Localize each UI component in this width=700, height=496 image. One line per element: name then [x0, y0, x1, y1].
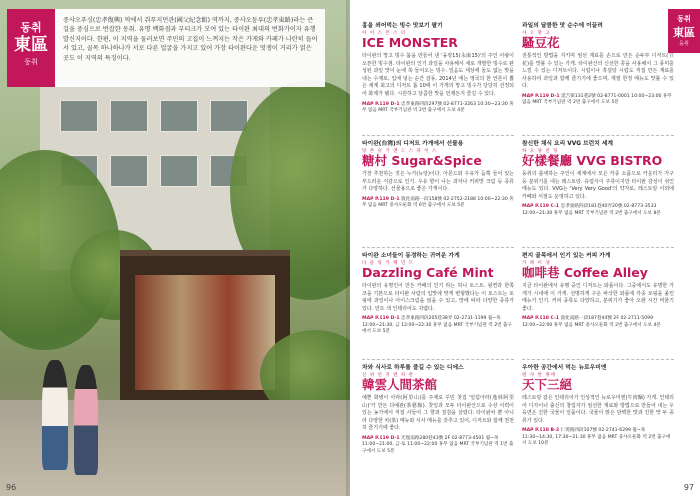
district-hanja: 東區	[14, 35, 48, 55]
tab-hanja: 東區	[673, 26, 695, 39]
entry-ruby: 아 이 스 몬 스 터	[362, 31, 407, 36]
entry-ruby: 샤 오 망 고	[522, 31, 551, 36]
map-ref: MAP P.118 B-2	[522, 428, 560, 434]
tab-korean: 동취	[677, 15, 691, 23]
entry-info	[522, 94, 674, 110]
shop-entry	[362, 360, 514, 480]
district-badge	[7, 9, 55, 87]
entry-body: 동취의 출세하는 주인이 세계에서 모은 각종 소품으로 카운터가 가구 등 분위기를 내는 레스토랑. 유럽식이 주류이지만 타이완 감성이 섞인 메뉴도 있다. VVG는 'Very Very Good'의 약자로, 레스토랑 이외에 카페와 서점도 운영하고 있다.	[522, 171, 674, 200]
entry-body: 전통적인 방법을 지키며 엄선 재료를 손으로 만든 순두부 디저트(豆花)를 맛볼 수 있는 가게. 타이완산의 신선한 콩을 사용해서 그 풍미를 느낄 수 있는 디저트이다. 시럽이나 흑설탕 시럽도 직접 만든 재료를 사용하여 과일과 함께 즐기기에 좋으며, 계절 한정 메뉴도 맛볼 수 있다.	[522, 53, 674, 90]
entry-info	[362, 436, 514, 458]
right-page	[350, 0, 700, 496]
entry-title: Dazzling Café Mint	[362, 266, 494, 280]
entry-info	[522, 204, 674, 220]
entry-body: 지금 타이완에서 유행 중인 디저트는 와플이다. 그중에서도 유명한 가게가 시내에 이 가게. 선명하게 구운 바삭한 와플에 각종 토핑을 올린 메뉴가 인기. 커피 종류도 다양하고, 분위기가 좋아 오랜 시간 머물기 좋다.	[522, 283, 674, 312]
entry-category: 과일의 달콤한 맛 순수에 이끌려	[522, 23, 603, 29]
map-ref: MAP P.118 C-1	[522, 316, 560, 322]
shop-details: 光復南路280巷43號 2F 02-8773-4501 월~목 11:00~21:00, 금·토 11:00~22:00 휴무 없음 MRT 국부기념관 역 1번 출구에서 도보 5분	[362, 435, 514, 454]
intro-text: 중샤오푸싱(忠孝復興) 역에서 쥐푸지먼관(國父紀念館) 역까지, 중샤오둥루(忠孝東路)라는 큰길을 중심으로 번잡한 동취. 유명 백화점과 부티크가 모여 있는 타이완 최대의 번화가이자 유행 발신지이다. 한편, 이 지역을 둘러보면 주민의 고집이 느껴지는 작은 가게와 카페가 나란히 들어서 있고, 골목 하나하나가 서로 다른 얼굴을 가지고 있어 가장 타이완다운 멋쟁이 거리가 얽은 곳도 이 지역의 특징이다.	[63, 17, 318, 62]
district-korean: 동취	[20, 21, 42, 34]
map-ref: MAP P.119 D-1	[362, 435, 400, 441]
shop-details: 敦化南路一段187巷44號 2F 02-2711-5099 12:00~22:00 휴무 없음 MRT 중샤오둔화 역 2번 출구에서 도보 4분	[522, 316, 661, 328]
district-sub: 둥취	[24, 58, 38, 66]
entry-title: 韓雲人間茶館	[362, 378, 438, 392]
entry-title: ICE MONSTER	[362, 36, 458, 50]
window	[160, 100, 198, 132]
entry-title: 咖啡巷 Coffee Alley	[522, 266, 648, 280]
pedestrian	[42, 360, 68, 470]
page-number-left: 96	[6, 483, 17, 492]
shop-details: 延吉街131巷2號 02-8771-0001 10:00~23:00 휴무 없음 MRT 국부기념관 역 2번 출구에서 도보 5분	[522, 93, 672, 106]
entry-info	[362, 102, 514, 118]
shop-entry	[362, 136, 514, 248]
entry-category: 편지 골목에서 인기 있는 커피 가게	[522, 253, 611, 259]
entry-title: 好樣餐廳 VVG BISTRO	[522, 154, 663, 168]
entry-category: 흉을 씌어먹는 빙수 맛보기 팔기	[362, 23, 443, 29]
shop-entry	[522, 360, 674, 480]
shop-interior	[135, 275, 275, 390]
entry-category: 타이완(台湾)의 디저트 가게에서 선물용	[362, 141, 464, 147]
entry-body: 가장 추천하는 것은 누가(뉴탕)이다. 아몬드와 우유가 듬뿍 들어 있는 부드러운 식감으로 인기. 우유 향이 나는 과자나 커피맛 크림 등 종류가 다양하다. 선물용으로 좋은 가게이다.	[362, 171, 514, 193]
window	[210, 100, 248, 132]
shop-entry	[522, 136, 674, 248]
entry-info	[362, 197, 514, 213]
map-ref: MAP P.119 D-1	[362, 101, 400, 107]
tab-sub: 둥취	[679, 41, 689, 47]
map-ref: MAP P.119 D-1	[522, 93, 560, 99]
column-left	[362, 18, 514, 480]
page-number-right: 97	[683, 483, 694, 492]
shop-entry	[362, 18, 514, 136]
entry-body: 레스토랑 같은 인테리어가 인상적인 뉴로우미엔(牛肉麵) 가게. 인테리어 디자이너 출신의 창업자가 엄선한 재료와 방법으로 만들어 내는 우육면은 진한 국물이 일품이다. 국물이 맑은 담백한 맛과 진한 맛 두 종류가 있다.	[522, 395, 674, 424]
shop-entry	[362, 248, 514, 360]
entry-category: 우아한 공간에서 먹는 뉴로우미엔	[522, 365, 607, 371]
window	[160, 155, 198, 187]
entry-title: 糖村 Sugar&Spice	[362, 154, 482, 168]
shop-details: 忠孝東路四段205巷38弄 02-2731-1199 월~목 12:00~21:30, 금 12:00~22:30 휴무 없음 MRT 국부기념관 역 2번 출구에서 도보 5분	[362, 316, 512, 335]
pedestrian	[74, 365, 98, 475]
entry-ruby: 텐 샤 싼 쥐에	[522, 373, 557, 378]
column-right	[522, 18, 674, 480]
map-ref: MAP P.119 C-1	[522, 204, 560, 210]
entry-ruby: 카 페 이 샹	[522, 261, 551, 266]
entry-ruby: 하 오 양 찬 팅	[522, 149, 559, 154]
shop-details: 仁愛路四段107號 02-2741-6299 월~목 11:30~14:30, 17:30~21:30 휴무 없음 MRT 중샤오둔화 역 2번 출구에서 도보 10분	[522, 428, 671, 447]
map-ref: MAP P.119 D-1	[362, 316, 400, 322]
entry-ruby: 다 즐 링 카 페 민 트	[362, 261, 415, 266]
shop-details: 忠孝東路四段297號 02-8771-3263 10:30~23:30 휴무 없음 MRT 국부기념관 역 2번 출구에서 도보 4분	[362, 101, 514, 113]
window	[110, 155, 148, 187]
entry-body: 예쁜 화병이 아라(阿里山)를 주제로 꾸민 찻집 '일림아라(逸林阿里山)'가 만든 다예관(茶藝館). 찻잎과 모두 타이완산으로 수상 이력이 있는 농가에서 직접 사들여 그 향과 질감을 살렸다. 타이완차 뿐 아니라 다양한 차(茶) 메뉴와 식사 메뉴를 갖추고 있어, 디저트와 함께 천천히 즐기기에 좋다.	[362, 395, 514, 432]
entry-ruby: 신 위 런 지 엔 차 관	[362, 373, 415, 378]
entry-body: 타이완의 망고 빙수 붐을 만들어 낸 '융캉15(永康15)'의 주인 아팡이 오픈한 빙수점. 타이완의 인기 과일을 사용해서 새로 개발한 빙수로 완성된 과일 맛이 눈에 쏙 들어오는 빙수. 얼음도 세상에 둘도 없는 맛을 내는 수제로, 입에 넣는 순간 감동. 2014년 에는 영국의 한 언론이 뽑은 세계 최고의 디저트 톱 10에 이 가게의 망고 빙수가 당당히 선정되어 화제가 됐다. 시원하고 달콤한 맛을 언제든지 즐길 수 있다.	[362, 53, 514, 97]
entry-title: 騷豆花	[522, 36, 560, 50]
entry-title: 天下三絕	[522, 378, 573, 392]
entry-body: 타이완의 유명인이 만든 카페의 인기 라는 허니 토스트. 뒷켠과 한쪽 코을 기본으로 타이완 사람의 입맛에 맞게 변형했다는 이 토스트는 토핑에 과일이나 아이스크림을 얹을 수 있고, 맛에 따라 다양한 종류가 있다. 민트 색 인테리어도 귀엽다.	[362, 283, 514, 312]
entry-ruby: 탕 촌 슈 거 앤 드 스 파 이 스	[362, 149, 438, 154]
shop-entry	[522, 18, 674, 136]
shop-entry	[522, 248, 674, 360]
entry-info	[362, 316, 514, 338]
window	[60, 100, 98, 132]
entry-info	[522, 316, 674, 332]
shop-details: 忠孝東路四段181巷40弄20號 02-8773-3533 12:00~21:30 휴무 없음 MRT 국부기념관 역 2번 출구에서 도보 8분	[522, 204, 661, 216]
map-ref: MAP P.119 D-1	[362, 196, 400, 202]
entry-category: 차와 식사로 하루를 즐길 수 있는 디에스	[362, 365, 464, 371]
entry-category: 참신한 채식 요리 VVG 브런치 세계	[522, 141, 614, 147]
shop-details: 敦化南路一段158號 02-2752-2188 10:00~22:30 휴무 없음 MRT 중샤오둔화 역 6번 출구에서 도보 5분	[362, 196, 514, 209]
entry-category: 타이완 소녀들이 동경하는 귀여운 가게	[362, 253, 460, 259]
window	[110, 100, 148, 132]
district-intro	[7, 9, 325, 87]
entry-info	[522, 428, 674, 450]
